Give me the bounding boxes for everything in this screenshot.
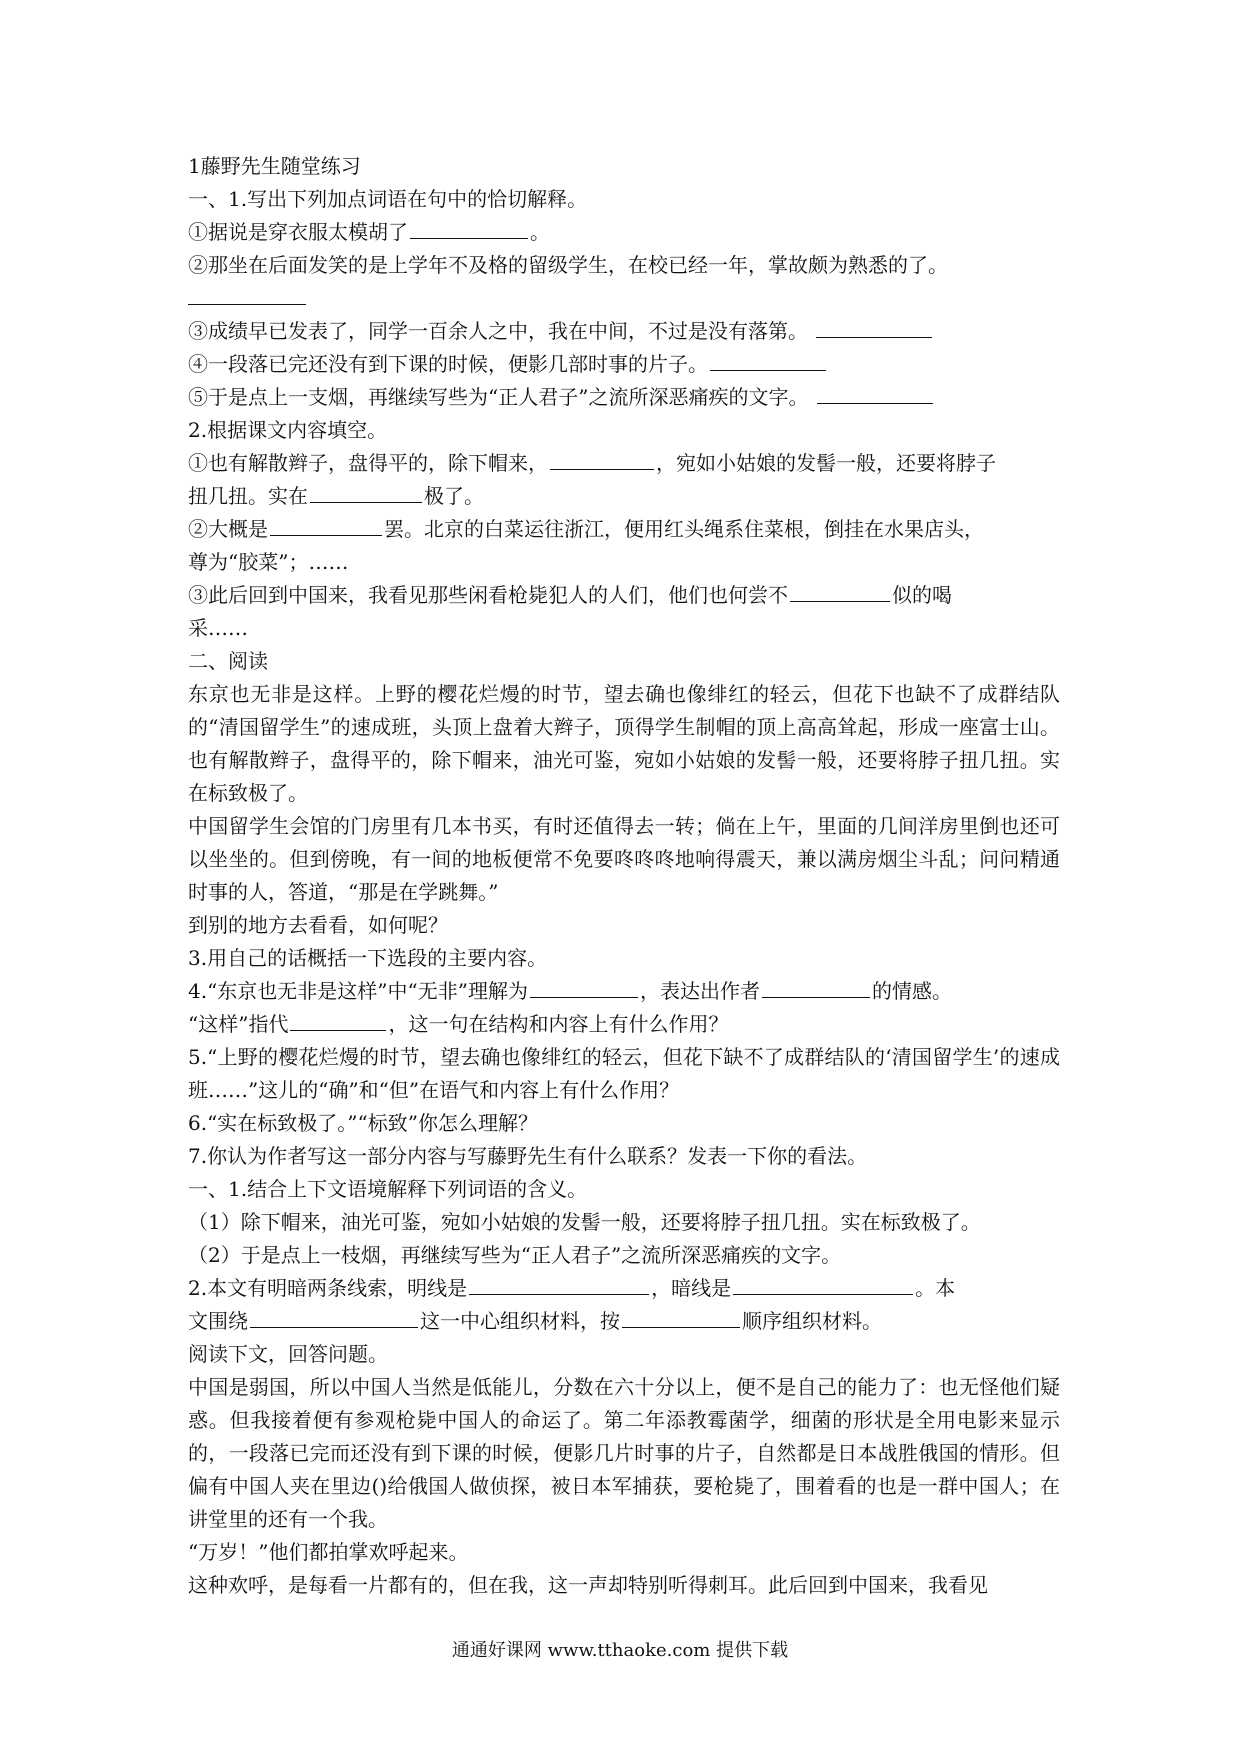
answer-blank (710, 369, 826, 371)
clue-question-line-1: 2.本文有明暗两条线索，明线是 ，暗线是 。本 (188, 1276, 956, 1300)
question-1-2-answer (188, 282, 1060, 315)
reading-question-4: 4.“东京也无非是这样”中“无非”理解为 ，表达出作者 的情感。 (188, 979, 952, 1003)
answer-blank (310, 501, 422, 503)
interpret-item-1: （1）除下帽来，油光可鉴，宛如小姑娘的发髻一般，还要将脖子扭几扭。实在标致极了。 (188, 1210, 981, 1234)
answer-blank (622, 1326, 740, 1328)
reading-paragraph-2: 中国留学生会馆的门房里有几本书买，有时还值得去一转；倘在上午，里面的几间洋房里倒也还可以坐坐的。但到傍晚，有一间的地板便常不免要咚咚咚地响得震天，兼以满房烟尘斗乱；问问精通时事的人，答道，“那是在学跳舞。” (188, 814, 1060, 904)
answer-blank (250, 1326, 418, 1328)
reading-question-7: 7.你认为作者写这一部分内容与写藤野先生有什么联系？发表一下你的看法。 (188, 1144, 868, 1168)
answer-blank (410, 237, 528, 239)
fill-2-line-1: ②大概是 罢。北京的白菜运往浙江，便用红头绳系住菜根，倒挂在水果店头， (188, 517, 984, 541)
answer-blank (270, 534, 382, 536)
answer-blank (290, 1029, 386, 1031)
reading-paragraph-1: 东京也无非是这样。上野的樱花烂熳的时节，望去确也像绯红的轻云，但花下也缺不了成群结队的“清国留学生”的速成班，头顶上盘着大辫子，顶得学生制帽的顶上高高耸起，形成一座富士山。也有解散辫子，盘得平的，除下帽来，油光可鉴，宛如小姑娘的发髻一般，还要将脖子扭几扭。实在标致极了。 (188, 682, 1060, 805)
fill-2-line-2: 尊为“胶菜”；…… (188, 550, 349, 574)
question-1-4: ④一段落已完还没有到下课的时候，便影几部时事的片子。 (188, 348, 1060, 381)
answer-blank (530, 996, 638, 998)
question-1-1: ①据说是穿衣服太模胡了 。 (188, 220, 550, 244)
fill-3-line-1: ③此后回到中国来，我看见那些闲看枪毙犯人的人们，他们也何尝不 似的喝 (188, 583, 952, 607)
reading-instruction: 阅读下文，回答问题。 (188, 1342, 388, 1366)
reading-heading: 二、阅读 (188, 649, 268, 673)
reading-question-6: 6.“实在标致极了。”“标致”你怎么理解？ (188, 1111, 538, 1135)
passage-paragraph-2: “万岁！”他们都拍掌欢呼起来。 (188, 1540, 469, 1564)
fill-1-line-2: 扭几扭。实在 极了。 (188, 484, 484, 508)
reading-question-4b: “这样”指代 ，这一句在结构和内容上有什么作用？ (188, 1012, 729, 1036)
answer-blank (790, 600, 890, 602)
clue-question-line-2: 文围绕 这一中心组织材料，按 顺序组织材料。 (188, 1309, 882, 1333)
answer-blank (550, 468, 654, 470)
answer-blank (733, 1293, 913, 1295)
answer-blank (188, 303, 306, 305)
passage-paragraph-3: 这种欢呼，是每看一片都有的，但在我，这一声却特别听得刺耳。此后回到中国来，我看见 (188, 1573, 988, 1597)
reading-question-5: 5.“上野的樱花烂熳的时节，望去确也像绯红的轻云，但花下缺不了成群结队的‘清国留学生’的速成班……”这儿的“确”和“但”在语气和内容上有什么作用？ (188, 1045, 1060, 1102)
reading-paragraph-3: 到别的地方去看看，如何呢？ (188, 913, 448, 937)
section-1-heading: 一、1.写出下列加点词语在句中的恰切解释。 (188, 187, 588, 211)
answer-blank (762, 996, 870, 998)
section-3-heading: 一、1.结合上下文语境解释下列词语的含义。 (188, 1177, 588, 1201)
fill-1-line-1: ①也有解散辫子，盘得平的，除下帽来， ，宛如小姑娘的发髻一般，还要将脖子 (188, 451, 996, 475)
question-1-3: ③成绩早已发表了，同学一百余人之中，我在中间，不过是没有落第。 (188, 315, 1060, 348)
page-footer: 通通好课网 www.tthaoke.com 提供下载 (451, 1640, 789, 1661)
section-2-heading: 2.根据课文内容填空。 (188, 418, 388, 442)
question-1-5: ⑤于是点上一支烟，再继续写些为“正人君子”之流所深恶痛疾的文字。 (188, 381, 1060, 414)
reading-question-3: 3.用自己的话概括一下选段的主要内容。 (188, 946, 548, 970)
worksheet-title: 1藤野先生随堂练习 (188, 154, 361, 178)
answer-blank (816, 336, 932, 338)
answer-blank (469, 1293, 649, 1295)
answer-blank (817, 402, 933, 404)
passage-paragraph-1: 中国是弱国，所以中国人当然是低能儿，分数在六十分以上，便不是自己的能力了：也无怪他们疑惑。但我接着便有参观枪毙中国人的命运了。第二年添教霉菌学，细菌的形状是全用电影来显示的，一段落已完而还没有到下课的时候，便影几片时事的片子，自然都是日本战胜俄国的情形。但偏有中国人夹在里边()给俄国人做侦探，被日本军捕获，要枪毙了，围着看的也是一群中国人；在讲堂里的还有一个我。 (188, 1375, 1060, 1531)
fill-3-line-2: 采…… (188, 616, 248, 640)
interpret-item-2: （2）于是点上一枝烟，再继续写些为“正人君子”之流所深恶痛疾的文字。 (188, 1243, 842, 1267)
question-1-2: ②那坐在后面发笑的是上学年不及格的留级学生，在校已经一年，掌故颇为熟悉的了。 (188, 253, 948, 277)
document-body (188, 150, 1060, 1602)
